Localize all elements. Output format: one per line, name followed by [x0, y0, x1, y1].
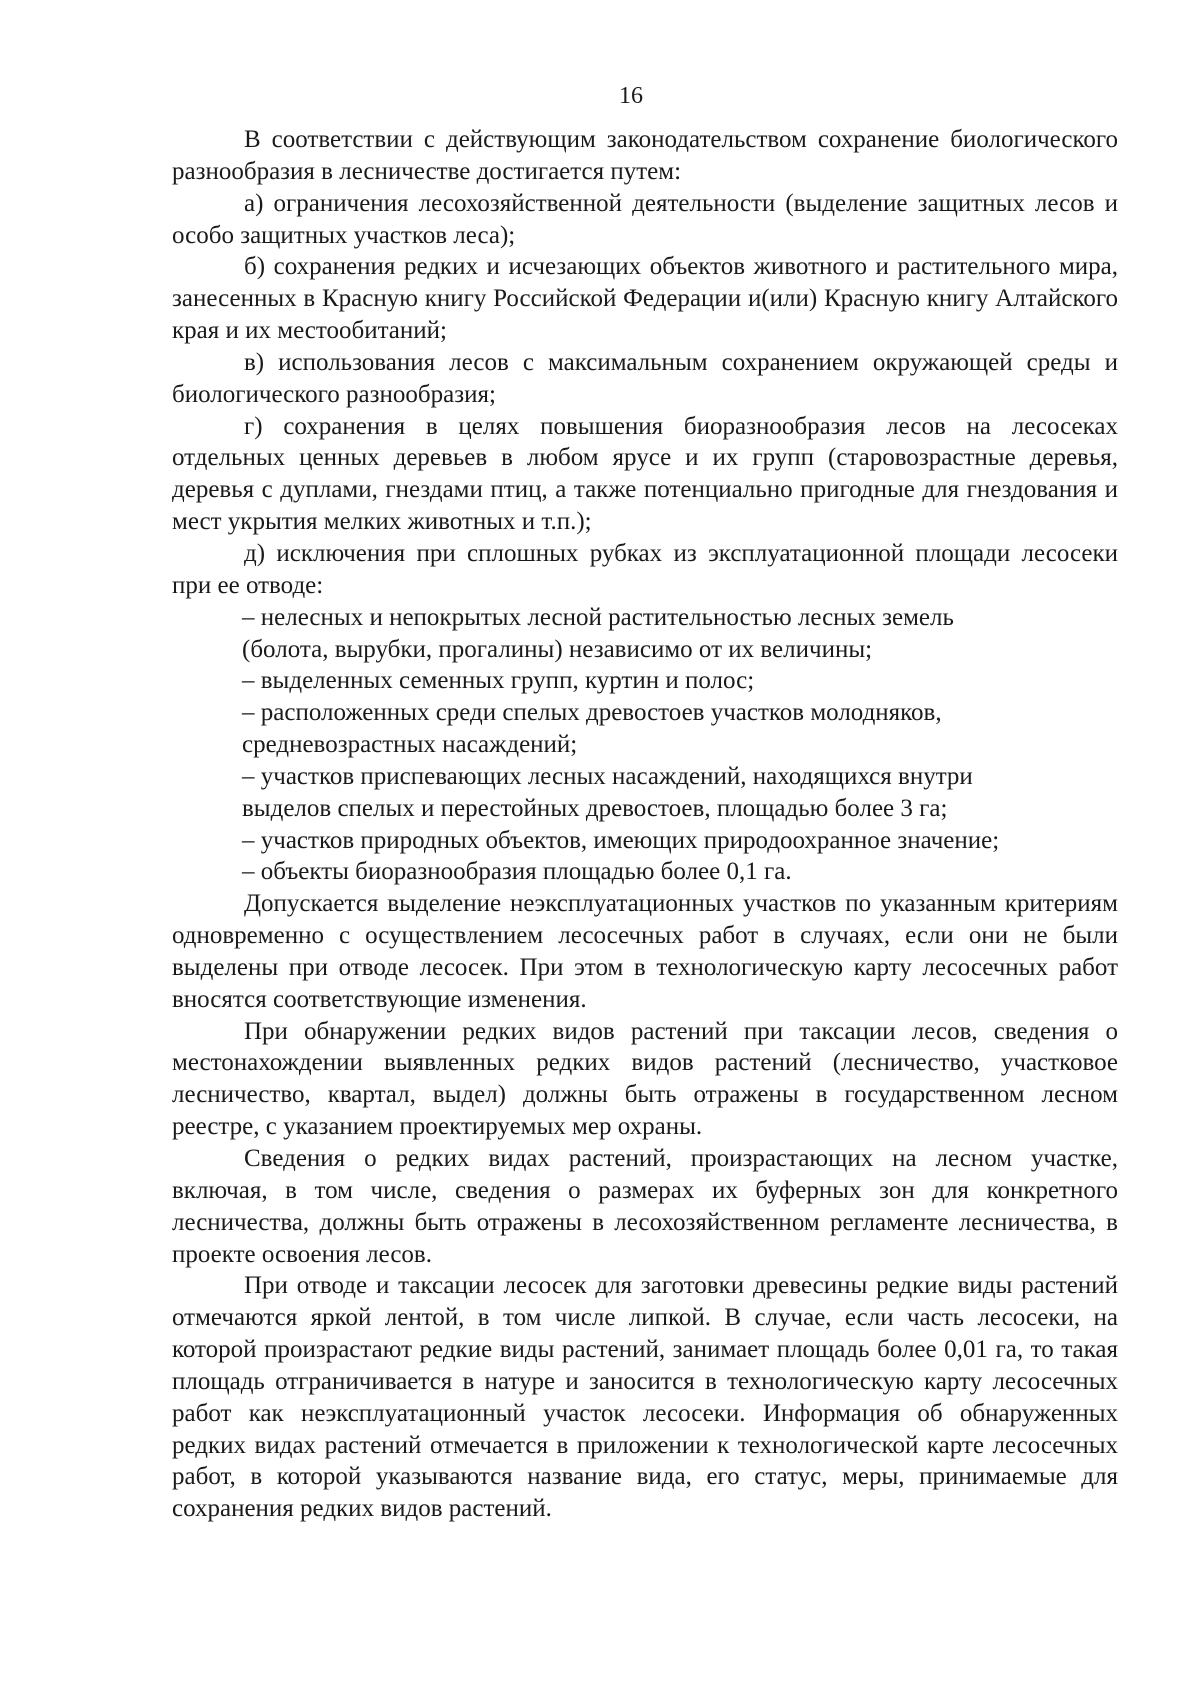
dash-item-young-stands	[228, 697, 1118, 761]
paragraph-item-b: б) сохранения редких и исчезающих объектов животного и растительного мира, занесенных в Красную книгу Российской Федерации и(или) Красную книгу Алтайского края и их местообитаний;	[172, 253, 1118, 345]
document-body	[172, 124, 1118, 1525]
dash-item-natural-objects	[228, 825, 1118, 857]
dash-item-line: – участков приспевающих лесных насаждений, находящихся внутри	[242, 762, 973, 790]
dash-item-ripening-stands	[228, 761, 1118, 825]
dash-item-line: – расположенных среди спелых древостоев участков молодняков,	[242, 699, 942, 727]
paragraph-cutting-area-marking: При отводе и таксации лесосек для заготовки древесины редкие виды растений отмечаются яркой лентой, в том числе липкой. В случае, если часть лесосеки, на которой произрастают редкие виды растений, занимает площадь более 0,01 га, то такая площадь отграничивается в натуре и заносится в технологическую карту лесосечных работ как неэксплуатационный участок лесосеки. Информация об обнаруженных редких видах растений отмечается в приложении к технологической карте лесосечных работ, в которой указываются название вида, его статус, меры, принимаемые для сохранения редких видов растений.	[172, 1272, 1118, 1523]
page-number: 16	[619, 83, 643, 109]
paragraph-intro: В соответствии с действующим законодательством сохранение биологического разнообразия в лесничестве достигается путем:	[172, 126, 1118, 185]
dash-item-line: – нелесных и непокрытых лесной растительностью лесных земель	[242, 603, 954, 631]
dash-item-line: (болота, вырубки, прогалины) независимо от их величины;	[242, 635, 873, 663]
paragraph-rare-plants-discovery: При обнаружении редких видов растений при таксации лесов, сведения о местонахождении выявленных редких видов растений (лесничество, участковое лесничество, квартал, выдел) должны быть отражены в государственном лесном реестре, с указанием проектируемых мер охраны.	[172, 1017, 1118, 1141]
dash-item-nonforest	[228, 602, 1118, 666]
paragraph-item-d: д) исключения при сплошных рубках из эксплуатационной площади лесосеки при ее отводе:	[172, 539, 1118, 599]
dash-item-line: – объекты биоразнообразия площадью более 0,1 га.	[242, 858, 792, 886]
dash-item-line: выделов спелых и перестойных древостоев, площадью более 3 га;	[242, 794, 948, 822]
dash-item-biodiversity-objects	[228, 856, 1118, 888]
dash-item-line: – участков природных объектов, имеющих природоохранное значение;	[242, 826, 1000, 854]
paragraph-item-g: г) сохранения в целях повышения биоразнообразия лесов на лесосеках отдельных ценных деревьев в любом ярусе и их групп (старовозрастные деревья, деревья с дуплами, гнездами птиц, а также потенциально пригодные для гнездования и мест укрытия мелких животных и т.п.);	[172, 412, 1118, 536]
paragraph-item-v: в) использования лесов с максимальным сохранением окружающей среды и биологического разнообразия;	[172, 348, 1118, 408]
dash-item-line: средневозрастных насаждений;	[242, 731, 578, 759]
paragraph-allowed-allocation: Допускается выделение неэксплуатационных участков по указанным критериям одновременно с осуществлением лесосечных работ в случаях, если они не были выделены при отводе лесосек. При этом в технологическую карту лесосечных работ вносятся соответствующие изменения.	[172, 890, 1118, 1013]
dash-item-seed-groups	[228, 665, 1118, 697]
paragraph-item-a: а) ограничения лесохозяйственной деятельности (выделение защитных лесов и особо защитных участков леса);	[172, 189, 1118, 249]
dash-item-line: – выделенных семенных групп, куртин и полос;	[242, 667, 755, 695]
paragraph-rare-plants-info: Сведения о редких видах растений, произрастающих на лесном участке, включая, в том числе, сведения о размерах их буферных зон для конкретного лесничества, должны быть отражены в лесохозяйственном регламенте лесничества, в проекте освоения лесов.	[172, 1145, 1118, 1268]
